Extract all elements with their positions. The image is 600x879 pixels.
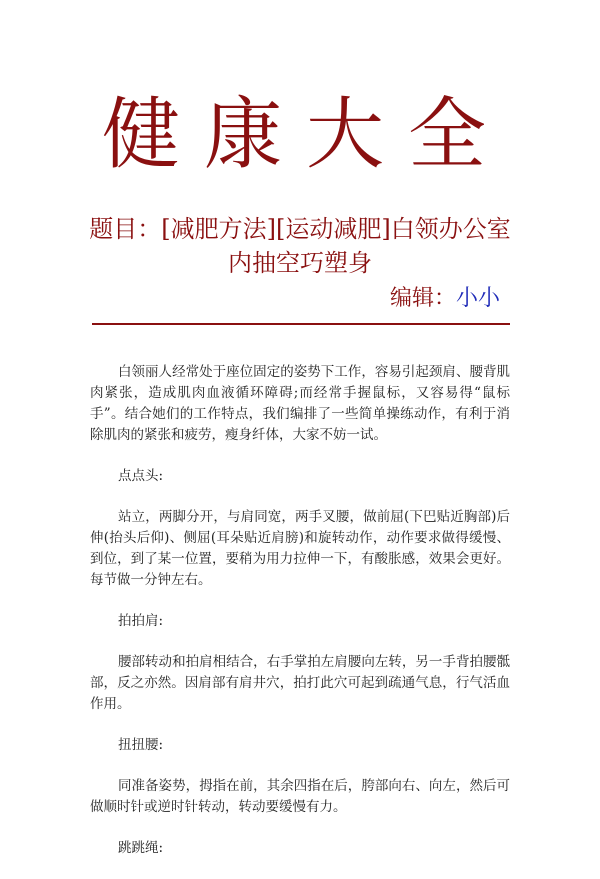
header-divider: [92, 323, 510, 325]
article-subject: [60, 212, 540, 280]
section-paragraph: 同准备姿势，拇指在前，其余四指在后，胯部向右、向左，然后可做顺时针或逆时针转动，转动要缓慢有力。: [90, 778, 510, 815]
section-heading: 拍拍肩:: [118, 613, 164, 629]
section-heading: 点点头:: [118, 468, 164, 484]
editor-credit: [390, 285, 500, 313]
intro-paragraph: 白领丽人经常处于座位固定的姿势下工作，容易引起颈肩、腰背肌肉紧张，造成肌肉血液循环障碍;而经常手握鼠标，又容易得“鼠标手”。结合她们的工作特点，我们编排了一些简单操练动作，有利于消除肌肉的紧张和疲劳，瘦身纤体，大家不妨一试。: [90, 364, 510, 443]
section-heading: 扭扭腰:: [118, 737, 164, 753]
subject-line-2: 内抽空巧塑身: [228, 249, 372, 277]
editor-label: 编辑：: [389, 286, 456, 311]
editor-name: 小小: [455, 286, 500, 311]
subject-line-1: 题目：[减肥方法][运动减肥]白领办公室: [89, 215, 511, 243]
masthead-title: 健康大全: [101, 90, 510, 180]
section-paragraph: 站立，两脚分开，与肩同宽，两手叉腰，做前屈(下巴贴近胸部)后伸(抬头后仰)、侧屈(耳朵贴近肩膀)和旋转动作，动作要求做得缓慢、到位，到了某一位置，要稍为用力拉伸一下，有酸胀感，效果会更好。每节做一分钟左右。: [90, 509, 510, 588]
article-body: [90, 362, 510, 879]
section-paragraph: 腰部转动和拍肩相结合，右手掌拍左肩腰向左转，另一手背拍腰骶部，反之亦然。因肩部有肩井穴，拍打此穴可起到疏通气息，行气活血作用。: [90, 654, 510, 712]
section-heading: 跳跳绳:: [118, 840, 164, 856]
